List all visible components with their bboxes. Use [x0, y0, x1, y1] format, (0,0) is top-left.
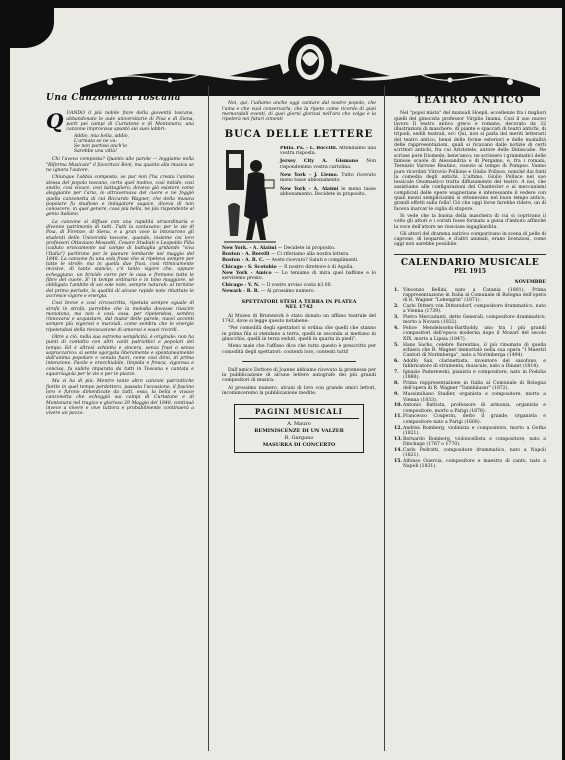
calendario-item	[394, 414, 546, 425]
calendario-item	[394, 370, 546, 381]
article-paragraph: Oltre a ciò, nella sua estrema semplicità, è originale: non ha punti di contatto con altri canti patriottici e popolari del tempo. Ed è altresì schietta e sincera, senza frasi o senza sopraccarico: si sente sgorgata liberamente e spontaneamente dall'anima popolare e venuta fuori, come così dirsi, di prima intenzione. Facile e orecchiabile, limpida e fresca, vigorosa e concisa, fu subito imparata da tutti in Toscana e cantata e squarciagola per le vie e per le piazze.	[46, 334, 194, 378]
calendario-item	[394, 437, 546, 448]
calendario-item	[394, 326, 546, 342]
calendario-text: Antonio Battista, professore di armonia, organista e compositore, morto a Parigi (1876).	[403, 403, 546, 414]
calendario-text: Pietro Mercadanti, detto Generali, compositore drammatico, morto a Novara (1832).	[403, 315, 546, 326]
calendario-text: Andrea Romberg, violinista e compositore, morto a Gotha (1821).	[403, 425, 546, 436]
article-lead: QUANDO il più nobile fiore della gioventù toscana, abbandonate le aule universitarie di Pisa e di Siena, partì pei campi di Curtatone e di Montanara, una canzone improvvisa spuntò sui suoi labbri:	[46, 109, 194, 134]
article-paragraph: Chiunque l'abbia composta, se pur non l'ha creata l'anima stessa del popolo toscano, certo quel motivo, così mitido, così snello, così vivace, così battagliero, doveva già esistere come aleggiante per l'aria, lo attraversava del cuore e ne foggiò quella canzonetta di cui Riccardo Wagner, che della musica popolare fu studioso e indagatore sagace, diceva di non conoscere, in quel genere, cosa più bella, nè più rispondente al genio italiano.	[46, 175, 194, 218]
calendario-day: 4.	[394, 326, 399, 332]
article-paragraph: Così breve e così circoscritta, ripetuta sempre eguale di strofa in strofa, parrebbe che la melodia dovesse riuscire monotona, ma non è così: essa, per ripetendosi, sembra rinnovarsi e acquistare, dal mutar delle parole, nuovi accenti sempre più vigorosi e marziali, come sembra che le energie ripetendosi della rievocazione di amorosi e soavi ricordi.	[46, 301, 194, 333]
mailbox-illustration-icon	[224, 146, 276, 244]
newspaper-page	[10, 8, 562, 760]
pagine-piece: MASURKA DI CONCERTO	[262, 442, 336, 449]
spettatori-year: NEL 1742	[285, 304, 313, 311]
calendario-text: Carlo Pedrotti, compositore drammatico, nato a Napoli (1821).	[403, 447, 546, 459]
ornamental-banner	[80, 34, 540, 96]
calendario-text: Carlo Ditters von Dittersdorf, compositore drammatico, nato a Vienna (1739).	[403, 304, 546, 315]
calendario-day: 9.	[394, 392, 399, 398]
teatro-paragraph: Gli attori del dramma satirico comparivano in scena di pelle di caprone, di leopardo, e d'altri animali, erano licenziosi, come oggi non sarebbe possibile.	[394, 231, 546, 248]
column-left	[46, 88, 194, 418]
calendario-day: 1.	[394, 287, 399, 293]
article-paragraph: Ma vi ha di più. Mentre tante altre canzoni patriottiche fiorite in quel tempo perdettero, passata l'occasione, il fascino loro e furono dimenticate da tutti, essa, la bella e vivace canzonetta che echeggiò sui campi di Curtatone e di Montanara nel tragico e glorioso 29 Maggio del 1848, continuò invece a vivere e vive tuttora e probabilmente continuerà a vivere un pezzo.	[46, 379, 194, 417]
calendario-day: 13.	[394, 436, 402, 442]
calendario-text: Hans Sachs, celebre fiorentino, il più rinomato di quella schiera che R. Wagner immortalò nella sua opera "I Maestri Cantori di Norimberga", nato a Norimberga (1494).	[403, 342, 546, 359]
column-middle	[222, 92, 376, 453]
calendario-day: 6.	[394, 358, 399, 364]
calendario-day: 5.	[394, 342, 399, 348]
calendario-text: Francesco Couperin, detto il grande, organista e compositore nato a Parigi (1668).	[403, 414, 546, 425]
pagine-title: PAGINI MUSICALI	[255, 407, 343, 417]
buca-entry: Jersey City A. Gismano Non rispondemmo vostra cartolina.	[280, 159, 376, 170]
spettatori-paragraph: "Per comodità degli spettatori si ordina che quelli che stanno in prima fila si stendano a terra, quelli in seconda si mettano in ginocchio, quelli in terza seduti, quelli in quarta in piedi".	[222, 326, 376, 342]
calendario-item	[394, 403, 546, 414]
calendario-text: Vincenzo Bellini, nato a Catania (1801). Prima rappresentazione in Italia al Comunale di Bologna dell'opera di R. Wagner "Lohengrin" (1871).	[403, 287, 546, 304]
calendario-item	[394, 448, 546, 459]
buca-line: Chicago - S. Scotobio — Il nostro direttore è di Aquila.	[222, 264, 354, 270]
calendario-text: Adolfo Sax, clarinettista, inventore del saxofono, e fabbricatore di strumenta, musicale, nato a Dinant (1814).	[403, 358, 546, 370]
section-stars: * * *	[294, 94, 304, 99]
calendario-day: 7.	[394, 370, 399, 376]
calendario-title: CALENDARIO MUSICALE	[400, 257, 540, 268]
spettatori-paragraph: Al Museo di Brunswick è stato donato un affisso teatrale del 1742, dove si legge questo notabene:	[222, 313, 376, 325]
pagine-musicali-box	[234, 404, 364, 453]
buca-line: New York - Amico — Lo teniamo di mira quel baffone e lo serviremo presto.	[222, 270, 376, 282]
calendario-day: 10.	[394, 403, 402, 409]
notizia-paragraph: Dall'amico Dottore di Joanne abbiamo ricevuto la promessa per la pubblicazione di alcune lettere autografe dei più grandi compositori di musica.	[222, 367, 376, 384]
pagine-author: A. Mauro	[287, 421, 311, 428]
teatro-paragraph: Si vede che la buona della maschera di cui si coprivano il volto gli attori e i coristi fosse formata a guisa d'imbuto affinchè la voce dell'attore ne riuscisse ingagliardita.	[394, 213, 546, 230]
column-rule	[208, 86, 209, 751]
buca-line: New York. - A. Alaimi — Decidete in proposito.	[222, 245, 336, 251]
calendario-text: Bernardo Romberg, violoncellista e compositore, nato a Dinckage (1767 o 1770).	[403, 436, 546, 447]
buca-entry: New York - A. Alaimi le meno tasse abbonamento. Decidete in proposito.	[280, 186, 376, 197]
calendario-item	[394, 343, 546, 359]
buca-line: Boston - A. Borelli — Ci riferiamo alla nostra lettera.	[222, 252, 350, 258]
buca-entry: Phila. Pa. - L. Boccilli. Attendiamo una vostra risposta.	[280, 145, 376, 157]
calendario-year: PEL 1915	[453, 268, 487, 276]
buca-line: Newark - R. R. — Al prossimo numero.	[222, 288, 315, 294]
calendario-text: Ignazio Paderewski, pianista e compositore, nato in Podolia (1860).	[403, 370, 546, 381]
column-rule	[384, 86, 385, 751]
notizia-paragraph: Al prossimo numero, alcuni di loro con grande amici lettori, incominceremo la pubblicazione inedite.	[222, 385, 376, 397]
pagine-piece: REMINISCENZE DI UN VALZER	[254, 428, 344, 435]
buca-section	[222, 146, 376, 246]
calendario-text: Felice Mendelssohn-Bartholdy, uno tra i più grandi compositori dell'epoca moderna dopo il Mozart del secolo XIX, morto a Lipsia (1847).	[403, 326, 546, 342]
calendario-item	[394, 359, 546, 370]
buca-line: Boston - A. R. C. — Avete ricevuto? Saluti e complimenti.	[222, 258, 359, 264]
calendario-text: Massimiliano Stadler, organista e compositore, morto a Vienna (1833).	[403, 392, 546, 403]
calendario-day: 2.	[394, 304, 399, 309]
teatro-title: TEATRO ANTICO	[415, 95, 525, 106]
torn-corner	[10, 8, 54, 48]
calendario-list	[394, 288, 546, 470]
calendario-item	[394, 459, 546, 470]
drop-cap: Q	[46, 109, 64, 134]
calendario-item	[394, 381, 546, 392]
calendario-day: 14.	[394, 447, 402, 453]
column-right	[394, 92, 546, 470]
calendario-item	[394, 392, 546, 403]
calendario-text: Prima rappresentazione in Italia al Comunale di Bologna dell'opera di R. Wagner "Tannhäuser" (1872).	[403, 381, 546, 392]
calendario-month: NOVEMBRE	[514, 280, 546, 286]
calendario-day: 12.	[394, 425, 402, 431]
article-paragraph: Noi, qui, l'udiamo anche oggi cantare dal nostro popolo, che l'ama e che vuol conservarla, che la ripete come ricordo di quei memorabili eventi, di quei giorni gloriosi nell'ora che volge e la ripeterà nei futuri cimenti	[222, 101, 376, 123]
poem: Addio, mia bella, addio, L'armata se ne va: Se non partissi anch'io Sarebbe una viltà!	[74, 134, 129, 155]
spettatori-title: SPETTATORI STESI A TERRA IN PLATEA	[241, 299, 357, 306]
calendario-day: 15.	[394, 458, 402, 464]
calendario-text: Alfonso Guercia, compositore e maestro di canto, nato a Napoli (1831).	[403, 458, 546, 470]
article-paragraph: Chi l'aveva composta? Quanto alle parole — leggiamo nella "Riforma Musicale" il favoritoci Boni, ma quanto alla musica se ne ignora l'autore.	[46, 157, 194, 174]
calendario-item	[394, 304, 546, 315]
article-title: Una Canzonetta Toscana	[46, 93, 181, 103]
buca-entry: New York - J. Liemo. Tutto ricevuto meno tasse abbonamento.	[280, 172, 376, 184]
calendario-item	[394, 315, 546, 326]
calendario-day: 3.	[394, 315, 399, 321]
buca-line: Chicago - V. N. — Il vostro avviso costa $3.00.	[222, 282, 332, 288]
article-paragraph: La canzone si diffuse con una rapidità straordinaria e divenne patrimonio di tutti. Tutti la cantavano: per le vie di Pisa, di Firenze, di Siena, e a gran voce la intonarono gli studenti delle Università toscane, quando, insieme coi loro professori Ottaviano Mossotti, Cesare Studiati e Leopoldo Pilla (caduto eroicamente sul campo di battaglia gridando "viva l'Italia") partirono per le pianure lombarde nel maggio del 1848. La canzone fu una sola frase che si ripeteva sempre per tutte le strofe: ma in quella due frasi, così ritmicamente incisive, di tanto slancio, c'è tanto vigore che, oppure echeggiano, un brivido corre per le ossa e fremono tutte le fibre del cuore. E' in tempo ordinario e in tono maggiore, sè obbligata l'ambito di sei sole note, sempre naturali: al termine del primo periodo, la qualità di alcune rapide note ribattute le accresce vigore e energia.	[46, 219, 194, 299]
divider	[394, 254, 546, 255]
pagine-author: R. Gargano	[284, 435, 314, 442]
teatro-paragraph: Nel "popol misto" del manuali Hoepli, eccellenze fra i migliori quelli del ginecista professor Virgilio Inama, Così il suo nuovo lavoro Il teatro antico greco e romano, decorato da 32 illustrazioni di maschere, di piante e spaccati di teatri antichi, di tripodi, sedili teatrali, ecc Qui, non si parla dei meriti letterarii del teatro antico, bensì delle forme esteriori e delle modalità delle rappresentazioni, quali si ricavano dalle notizie di certi scrittori antichi, fra cui Aristotele, autore delle Didascalie. Ne scrisse pure Diomede, bene'anco; ne scrissero i grammatici delle famose scuole di Alessandria e di Pergamo, e, fra i romani, Terenzio Varrone Reatino, vissuto al tempo di Pompeo. Vanno pure ricordati Vitruvio Pollione e Giulio Polluce, nonché dai fonti la comedia degli antichi. L'ultimo, Giulio Polluce nel suo lessicale Onomastico tratta diffusamente del teatro. A noi, che assistiamo alle configurazioni del Chantecler e ai meccanismi complicati delle opere wagneriane è interessante il vedere con quali mezzi semplicissimi si ottenevano nel buon tempo antico, grandi effetti sulla folla! Ciò che oggi forse farebbe ridere, un di faceva inarcar le ciglia di stupore.	[394, 111, 546, 212]
calendario-day: 11.	[394, 414, 402, 420]
calendario-day: 8.	[394, 381, 399, 387]
spettatori-paragraph: Meno male che l'affisso dice che tutto questo è prescritto per comodità degli spettatori: contenti loro, contenti tutti!	[222, 344, 376, 355]
calendario-item	[394, 426, 546, 437]
divider	[242, 361, 356, 362]
calendario-item	[394, 288, 546, 304]
buca-title: BUCA DELLE LETTERE	[224, 129, 374, 141]
